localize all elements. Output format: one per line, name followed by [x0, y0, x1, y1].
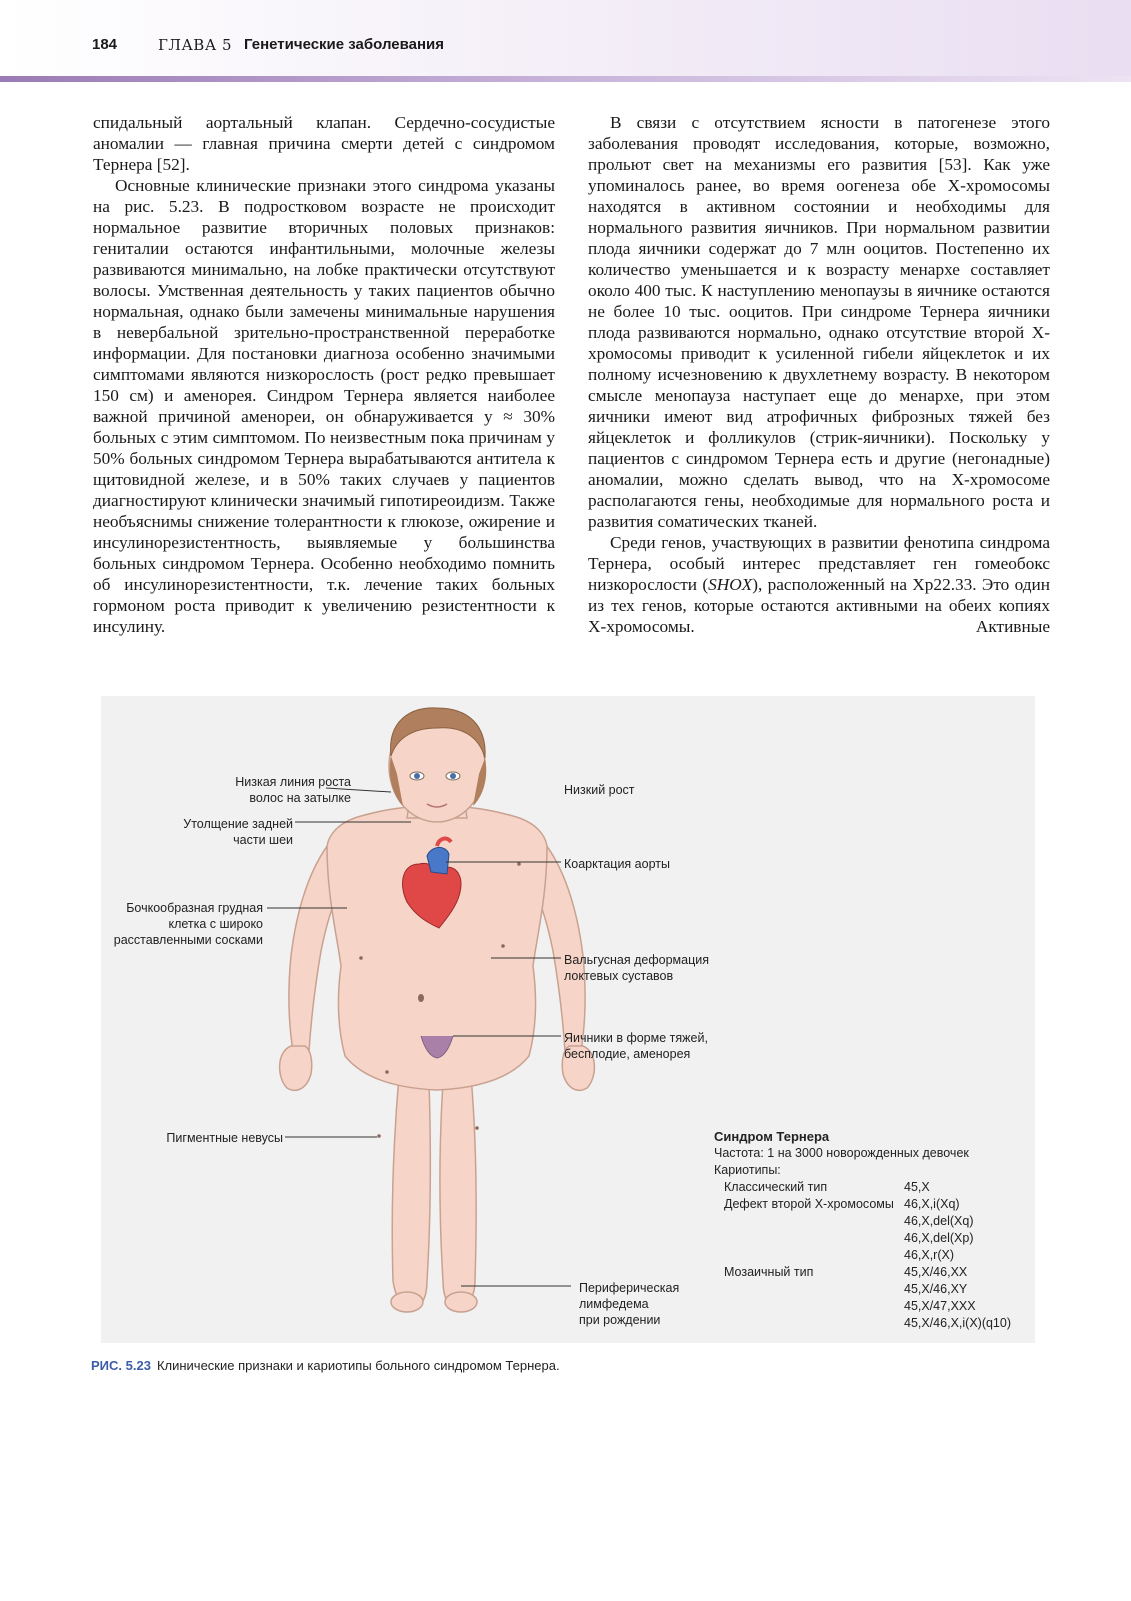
- right-column: [588, 112, 1050, 637]
- figure-caption: [91, 1358, 560, 1373]
- label-lymphedema: Периферическая лимфедема при рождении: [579, 1281, 680, 1327]
- label-neck: Утолщение задней части шеи: [183, 817, 293, 847]
- left-column: [93, 112, 555, 637]
- gene-name: SHOX: [708, 575, 753, 594]
- paragraph: Основные клинические признаки этого синдрома указаны на рис. 5.23. В подростковом возрасте не происходит нормальное развитие вторичных половых признаков: гениталии остаются инфантильными, молочные железы развиваются минимально, на лобке практически отсутствуют волосы. Умственная деятельность у таких пациентов обычно нормальная, однако были замечены минимальные нарушения в невербальной зрительно-пространственной переработке информации. Для постановки диагноза особенно значимыми симптомами являются низкорослость (рост редко превышает 150 см) и аменорея. Синдром Тернера является наиболее важной причиной аменореи, он обнаруживается у ≈ 30% больных с этим симптомом. По неизвестным пока причинам у 50% больных синдромом Тернера вырабатываются антитела к щитовидной железе, и в 50% таких случаев у пациентов диагностируют клинически значимый гипотиреоидизм. Также необъяснимы снижение толерантности к глюкозе, ожирение и инсулинорезистентность, выявляемые у большинства больных синдромом Тернера. Особенно необходимо помнить об инсулинорезистентности, т.к. лечение таких больных гормоном роста приводит к увеличению резистентности к инсулину.: [93, 176, 555, 636]
- label-short-stature: Низкий рост: [564, 783, 635, 797]
- karyotype: 45,X: [904, 1180, 930, 1194]
- syndrome-frequency: Частота: 1 на 3000 новорожденных девочек: [714, 1146, 969, 1160]
- label-hairline: Низкая линия роста волос на затылке: [235, 775, 351, 805]
- classic-type-label: Классический тип: [724, 1180, 828, 1194]
- karyotype: 46,X,r(X): [904, 1248, 955, 1262]
- chapter-label: ГЛАВА 5: [158, 36, 233, 54]
- paragraph: В связи с отсутствием ясности в патогенезе этого заболевания проводят исследования, которые, возможно, прольют свет на механизмы его развития [53]. Как уже упоминалось ранее, во время оогенеза обе X-хромосомы находятся в активном состоянии и необходимы для нормального развития яичников. При нормальном развитии плода яичники содержат до 7 млн ооцитов. Постепенно их количество уменьшается и к возрасту менархе составляет около 400 тыс. К наступлению менопаузы в яичнике остаются не более 10 тыс. ооцитов. При синдроме Тернера яичники плода развиваются нормально, однако отсутствие второй X-хромосомы приводит к усиленной гибели яйцеклеток и их полному исчезновению к двухлетнему возрасту. В некотором смысле менопауза наступает еще до менархе, при этом яичники имеют вид атрофичных фиброзных тяжей без яйцеклеток и фолликулов (стрик-яичники). Поскольку у пациентов с синдромом Тернера есть и другие (негонадные) аномалии, можно сделать вывод, что на X-хромосоме располагаются гены, необходимые для нормального роста и развития соматических тканей.: [588, 113, 1050, 531]
- syndrome-title: Синдром Тернера: [714, 1129, 830, 1144]
- mosaic-type-label: Мозаичный тип: [724, 1265, 814, 1279]
- label-chest: Бочкообразная грудная клетка с широко расставленными сосками: [113, 901, 263, 947]
- chapter-title: Генетические заболевания: [244, 36, 445, 53]
- caption-text: Клинические признаки и кариотипы больного синдромом Тернера.: [156, 1358, 560, 1373]
- karyotype: 46,X,i(Xq): [904, 1197, 960, 1211]
- karyotype: 46,X,del(Xp): [904, 1231, 974, 1245]
- header-rule: [0, 76, 1131, 82]
- karyotype: 45,X/47,XXX: [904, 1299, 976, 1313]
- label-nevi: Пигментные невусы: [166, 1131, 283, 1145]
- karyotype: 46,X,del(Xq): [904, 1214, 974, 1228]
- paragraph: спидальный аортальный клапан. Сердечно-сосудистые аномалии — главная причина смерти детей с синдромом Тернера [52].: [93, 113, 555, 174]
- paragraph-text: ), расположенный на Xp22.33. Это один из тех генов, которые остаются активными на обеих копиях X-хромосомы. Активные: [588, 575, 1051, 636]
- figure-panel: [101, 696, 1035, 1343]
- karyotypes-label: Кариотипы:: [714, 1163, 781, 1177]
- karyotype: 45,X/46,X,i(X)(q10): [904, 1316, 1011, 1330]
- karyotype: 45,X/46,XY: [904, 1282, 968, 1296]
- label-coarctation: Коарктация аорты: [564, 857, 670, 871]
- karyotype-values: [904, 1179, 1011, 1332]
- figure-label: РИС. 5.23: [91, 1358, 151, 1373]
- label-ovaries: Яичники в форме тяжей, бесплодие, аменорея: [564, 1031, 708, 1061]
- syndrome-summary-box: [714, 1128, 1024, 1329]
- defect-type-label: Дефект второй X-хромосомы: [724, 1197, 894, 1211]
- page-number: 184: [92, 36, 118, 53]
- paragraph-text: Среди генов, участвующих в развитии фенотипа синдрома Тернера, особый интерес представляет ген гомеобокс низкорослости (: [588, 533, 1050, 594]
- label-valgus: Вальгусная деформация локтевых суставов: [564, 953, 710, 983]
- paragraph: [588, 532, 1050, 637]
- karyotype: 45,X/46,XX: [904, 1265, 968, 1279]
